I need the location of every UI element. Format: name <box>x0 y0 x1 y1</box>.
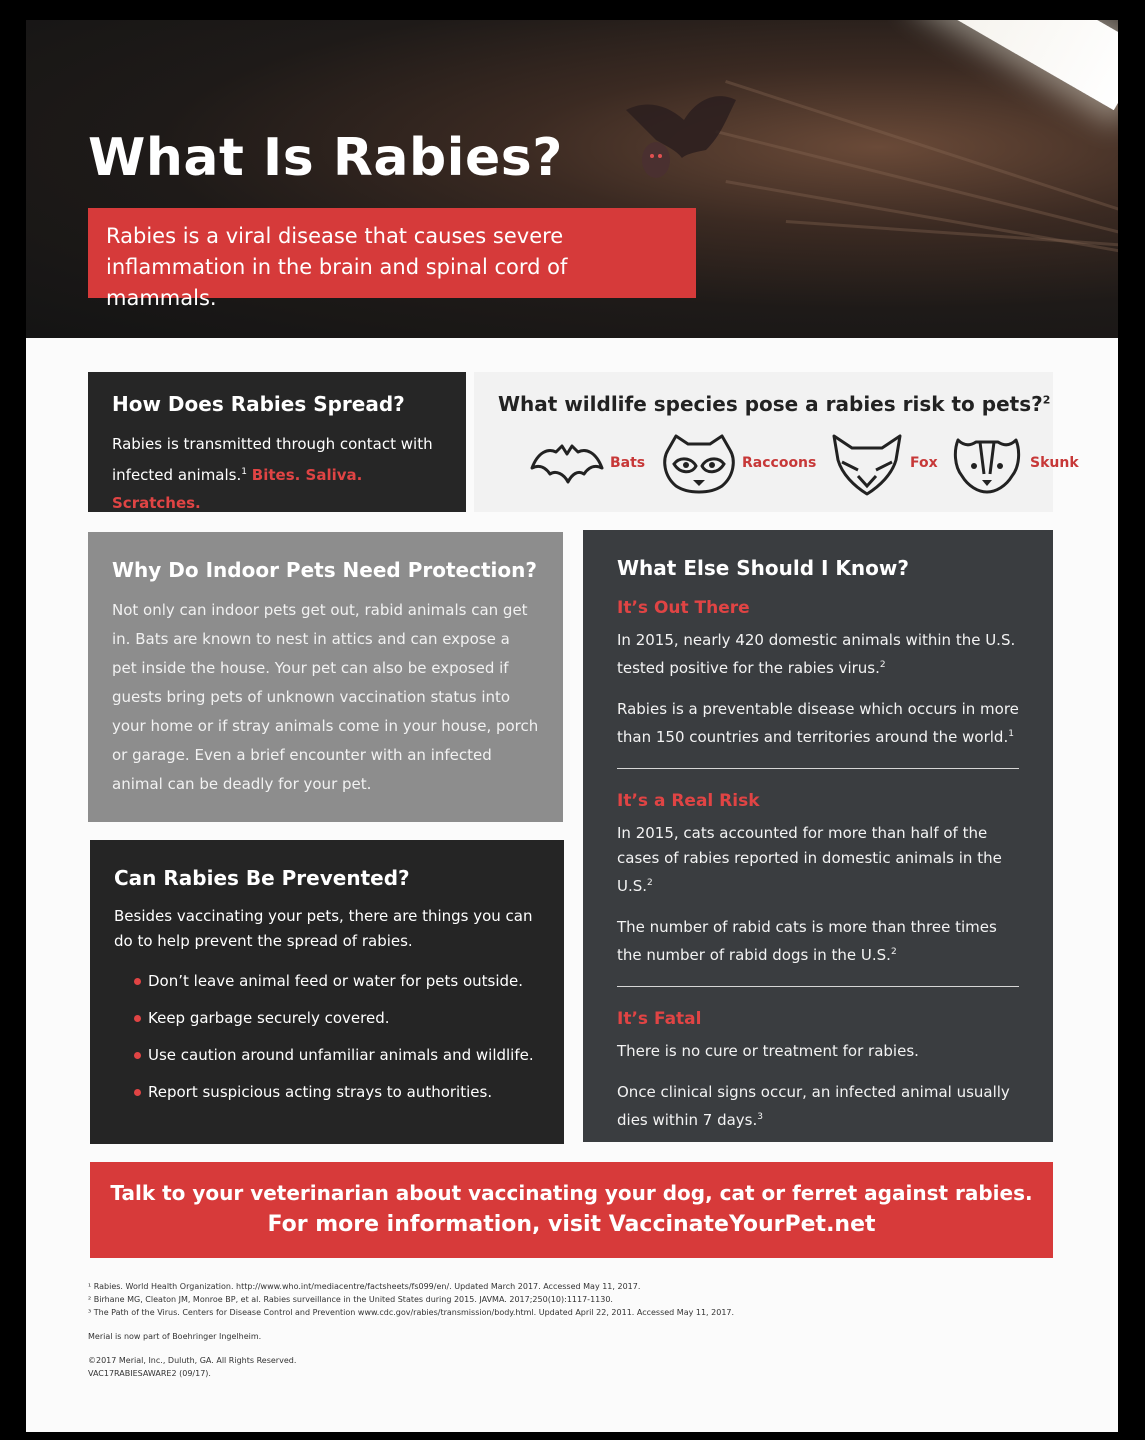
section-divider <box>617 986 1019 987</box>
fact-paragraph <box>617 1039 1019 1064</box>
spread-highlight: Bites. Saliva. Scratches. <box>112 466 363 512</box>
species-title <box>498 392 1050 416</box>
footnote: ¹ Rabies. World Health Organization. http://www.who.int/mediacentre/factsheets/fs099/en/. Updated March 2017. Accessed May 11, 2017. <box>88 1282 641 1291</box>
fact-ref: 3 <box>757 1112 763 1122</box>
animal-label: Skunk <box>1030 455 1079 471</box>
fox-icon <box>828 430 906 496</box>
fact-paragraph <box>617 628 1019 681</box>
fact-ref: 1 <box>1008 729 1014 739</box>
fact-paragraph <box>617 1080 1019 1133</box>
species-ref: 2 <box>1042 393 1051 407</box>
fact-ref: 2 <box>647 878 653 888</box>
prevent-intro: Besides vaccinating your pets, there are things you can do to help prevent the spread of rabies. <box>114 907 533 950</box>
spread-text <box>112 430 442 517</box>
raccoon-icon <box>660 430 738 496</box>
facts-title: What Else Should I Know? <box>617 556 909 580</box>
prevent-list <box>114 970 540 1103</box>
fact-text: The number of rabid cats is more than three times the number of rabid dogs in the U.S. <box>617 918 997 964</box>
section-divider <box>617 768 1019 769</box>
facts-panel <box>583 530 1053 1142</box>
indoor-panel <box>88 532 563 822</box>
spread-title: How Does Rabies Spread? <box>112 392 405 416</box>
fact-text: There is no cure or treatment for rabies. <box>617 1042 919 1060</box>
species-panel <box>474 372 1079 512</box>
list-item: Keep garbage securely covered. <box>134 1007 540 1029</box>
list-item: Use caution around unfamiliar animals and wildlife. <box>134 1044 540 1066</box>
list-item: Report suspicious acting strays to authorities. <box>134 1081 540 1103</box>
fact-text: Once clinical signs occur, an infected animal usually dies within 7 days. <box>617 1083 1010 1129</box>
footnote: ³ The Path of the Virus. Centers for Disease Control and Prevention www.cdc.gov/rabies/transmission/body.html. Updated April 22, 2011. Accessed May 11, 2017. <box>88 1308 735 1317</box>
bat-icon <box>528 430 606 496</box>
merial-note: Merial is now part of Boehringer Ingelheim. <box>88 1332 262 1341</box>
prevent-panel <box>90 840 564 1144</box>
flyer-page <box>26 20 1118 1432</box>
copyright: ©2017 Merial, Inc., Duluth, GA. All Rights Reserved. <box>88 1356 297 1365</box>
spread-ref: 1 <box>241 467 247 477</box>
attic-skylight <box>923 20 1118 110</box>
skunk-icon <box>948 430 1026 496</box>
prevent-title: Can Rabies Be Prevented? <box>114 866 410 890</box>
animal-fox <box>828 430 938 496</box>
fact-text: In 2015, nearly 420 domestic animals within the U.S. tested positive for the rabies virus. <box>617 631 1016 677</box>
fact-ref: 2 <box>890 947 897 957</box>
bat-photo-icon <box>586 80 746 190</box>
fact-paragraph <box>617 821 1019 899</box>
animal-label: Fox <box>910 455 938 471</box>
indoor-title: Why Do Indoor Pets Need Protection? <box>112 558 537 582</box>
cta-line-2: For more information, visit VaccinateYourPet.net <box>267 1212 876 1237</box>
cta-line-1: Talk to your veterinarian about vaccinating your dog, cat or ferret against rabies. <box>110 1181 1033 1205</box>
fact-paragraph <box>617 915 1019 968</box>
rabies-definition: Rabies is a viral disease that causes severe inflammation in the brain and spinal cord of mammals. <box>88 208 696 298</box>
section-heading: It’s Fatal <box>617 1009 702 1029</box>
cta-banner <box>90 1162 1053 1258</box>
section-heading: It’s a Real Risk <box>617 791 760 811</box>
page-title: What Is Rabies? <box>88 128 563 188</box>
fact-text: Rabies is a preventable disease which occurs in more than 150 countries and territories around the world. <box>617 700 1019 746</box>
fact-paragraph <box>617 697 1019 750</box>
document-code: VAC17RABIESAWARE2 (09/17). <box>88 1369 211 1378</box>
species-title-text: What wildlife species pose a rabies risk to pets? <box>498 392 1043 416</box>
animal-skunk <box>948 430 1079 496</box>
animal-bats <box>528 430 645 496</box>
footnotes <box>88 1280 734 1380</box>
animal-raccoons <box>660 430 816 496</box>
hero-banner <box>26 20 1118 338</box>
footnote: ² Birhane MG, Cleaton JM, Monroe BP, et al. Rabies surveillance in the United States during 2015. JAVMA. 2017;250(10):1117-1130. <box>88 1295 613 1304</box>
fact-ref: 2 <box>879 660 886 670</box>
animal-label: Bats <box>610 455 646 471</box>
spread-panel <box>88 372 466 512</box>
section-heading: It’s Out There <box>617 598 750 618</box>
animal-label: Raccoons <box>742 455 817 471</box>
spread-body: Rabies is transmitted through contact with infected animals. <box>112 435 433 484</box>
fact-text: In 2015, cats accounted for more than half of the cases of rabies reported in domestic animals in the U.S. <box>617 824 1002 895</box>
list-item: Don’t leave animal feed or water for pets outside. <box>134 970 540 992</box>
indoor-text: Not only can indoor pets get out, rabid animals can get in. Bats are known to nest in attics and can expose a pet inside the house. Your pet can also be exposed if guests bring pets of unknown vaccination status into your home or if stray animals come in your house, porch or garage. Even a brief encounter with an infected animal can be deadly for your pet. <box>112 601 539 793</box>
